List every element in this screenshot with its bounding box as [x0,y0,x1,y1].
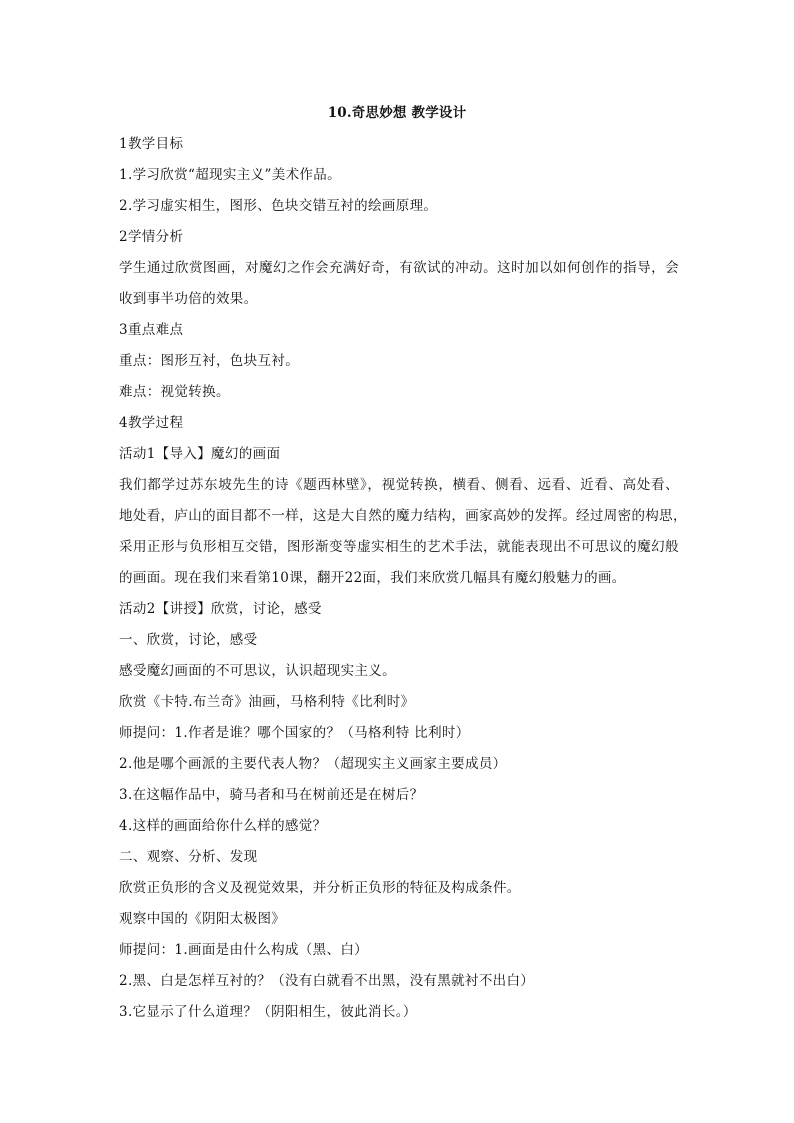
subsection-heading-2: 二、观察、分析、发现 [119,849,258,865]
document-title: 10.奇思妙想 教学设计 [327,105,467,121]
paragraph-line: 我们都学过苏东坡先生的诗《题西林壁》，视觉转换，横看、侧看、远看、近看、高处看、 [119,477,679,493]
question-line: 3.在这幅作品中，骑马者和马在树前还是在树后？ [119,787,424,803]
paragraph-line: 欣赏《卡特.布兰奇》油画，马格利特《比利时》 [119,694,415,710]
paragraph-line: 观察中国的《阴阳太极图》 [119,911,286,927]
question-line: 师提问：1.画面是由什么构成（黑、白） [119,942,369,958]
paragraph-line: 收到事半功倍的效果。 [119,291,258,307]
question-line: 师提问：1.作者是谁？哪个国家的？（马格利特 比利时） [119,725,470,741]
difficulty-line: 难点：视觉转换。 [119,384,230,400]
question-line: 3.它显示了什么道理？（阴阳相生，彼此消长。） [119,1004,417,1020]
activity-heading-2: 活动2【讲授】欣赏，讨论，感受 [119,601,322,617]
subsection-heading-1: 一、欣赏，讨论，感受 [119,632,258,648]
question-line: 2.黑、白是怎样互衬的？（没有白就看不出黑，没有黑就衬不出白） [119,973,535,989]
paragraph-line: 欣赏正负形的含义及视觉效果，并分析正负形的特征及构成条件。 [119,880,521,896]
section-heading-key-points: 3重点难点 [119,322,184,338]
key-point-line: 重点：图形互衬，色块互衬。 [119,353,300,369]
paragraph-line: 采用正形与负形相互交错，图形渐变等虚实相生的艺术手法，就能表现出不可思议的魔幻般 [119,539,679,555]
paragraph-line: 的画面。现在我们来看第10课，翻开22面，我们来欣赏几幅具有魔幻般魅力的画。 [119,570,626,586]
objective-item-1: 1.学习欣赏“超现实主义”美术作品。 [119,167,341,183]
section-heading-process: 4教学过程 [119,415,184,431]
question-line: 2.他是哪个画派的主要代表人物？（超现实主义画家主要成员） [119,756,507,772]
activity-heading-1: 活动1【导入】魔幻的画面 [119,446,281,462]
section-heading-objectives: 1教学目标 [119,136,184,152]
question-line: 4.这样的画面给你什么样的感觉？ [119,818,327,834]
objective-item-2: 2.学习虚实相生，图形、色块交错互衬的绘画原理。 [119,198,438,214]
paragraph-line: 学生通过欣赏图画，对魔幻之作会充满好奇，有欲试的冲动。这时加以如何创作的指导，会 [119,260,679,276]
paragraph-line: 地处看，庐山的面目都不一样，这是大自然的魔力结构，画家高妙的发挥。经过周密的构思， [119,508,687,524]
section-heading-analysis: 2学情分析 [119,229,184,245]
paragraph-line: 感受魔幻画面的不可思议，认识超现实主义。 [119,663,396,679]
